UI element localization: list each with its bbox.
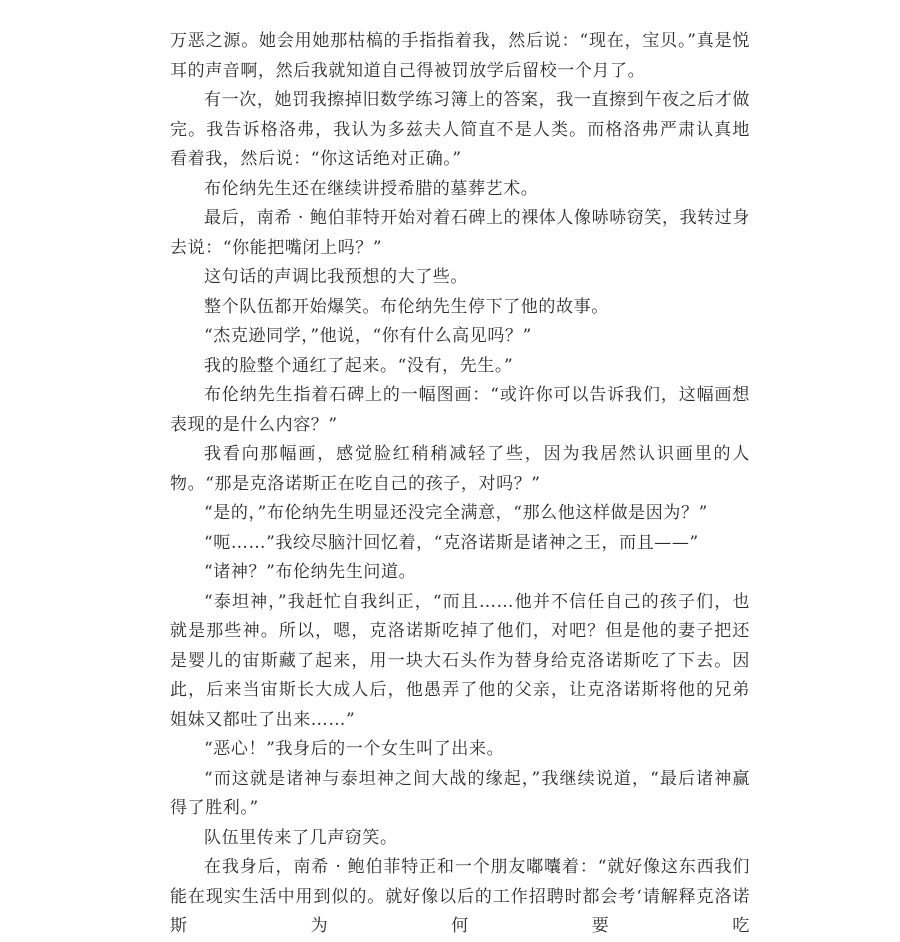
paragraph: 最后，南希 · 鲍伯菲特开始对着石碑上的裸体人像哧哧窃笑，我转过身去说：“你能把嘴闭上吗？”	[170, 208, 751, 258]
paragraph: 队伍里传来了几声窃笑。	[204, 827, 398, 848]
paragraph: 万恶之源。她会用她那枯槁的手指指着我，然后说：“现在，宝贝。”真是悦耳的声音啊，然后我就知道自己得被罚放学后留校一个月了。	[170, 31, 750, 81]
paragraph: 布伦纳先生还在继续讲授希腊的墓葬艺术。	[204, 178, 539, 199]
paragraph: “杰克逊同学，”他说，“你有什么高见吗？”	[204, 326, 532, 346]
body-text	[170, 27, 750, 942]
paragraph: 我的脸整个通红了起来。“没有，先生。”	[204, 355, 514, 376]
paragraph: “恶心！”我身后的一个女生叫了出来。	[204, 739, 505, 759]
paragraph: 有一次，她罚我擦掉旧数学练习簿上的答案，我一直擦到午夜之后才做完。我告诉格洛弗，我认为多兹夫人简直不是人类。而格洛弗严肃认真地看着我，然后说：“你这话绝对正确。”	[170, 90, 750, 169]
paragraph: 这句话的声调比我预想的大了些。	[204, 267, 468, 287]
paragraph: “呃……”我绞尽脑汁回忆着，“克洛诺斯是诸神之王，而且——”	[204, 532, 699, 553]
paragraph: 在我身后，南希 · 鲍伯菲特正和一个朋友嘟囔着：“就好像这东西我们能在现实生活中用到似的。就好像以后的工作招聘时都会考‘请解释克洛诺斯为何要吃	[170, 857, 750, 936]
paragraph: 我看向那幅画，感觉脸红稍稍减轻了些，因为我居然认识画里的人物。“那是克洛诺斯正在吃自己的孩子，对吗？”	[170, 444, 750, 494]
paragraph: “而这就是诸神与泰坦神之间大战的缘起，”我继续说道，“最后诸神赢得了胜利。”	[170, 768, 750, 818]
paragraph: 布伦纳先生指着石碑上的一幅图画：“或许你可以告诉我们，这幅画想表现的是什么内容？”	[170, 385, 750, 435]
paragraph: “诸神？”布伦纳先生问道。	[204, 562, 417, 582]
paragraph: “泰坦神，”我赶忙自我纠正，“而且……他并不信任自己的孩子们，也就是那些神。所以，嗯，克洛诺斯吃掉了他们，对吧？但是他的妻子把还是婴儿的宙斯藏了起来，用一块大石头作为替身给克洛诺斯吃了下去。因此，后来当宙斯长大成人后，他愚弄了他的父亲，让克洛诺斯将他的兄弟姐妹又都吐了出来……”	[170, 591, 750, 730]
paragraph: 整个队伍都开始爆笑。布伦纳先生停下了他的故事。	[204, 296, 609, 317]
paragraph: “是的，”布伦纳先生明显还没完全满意，“那么他这样做是因为？”	[204, 503, 708, 523]
